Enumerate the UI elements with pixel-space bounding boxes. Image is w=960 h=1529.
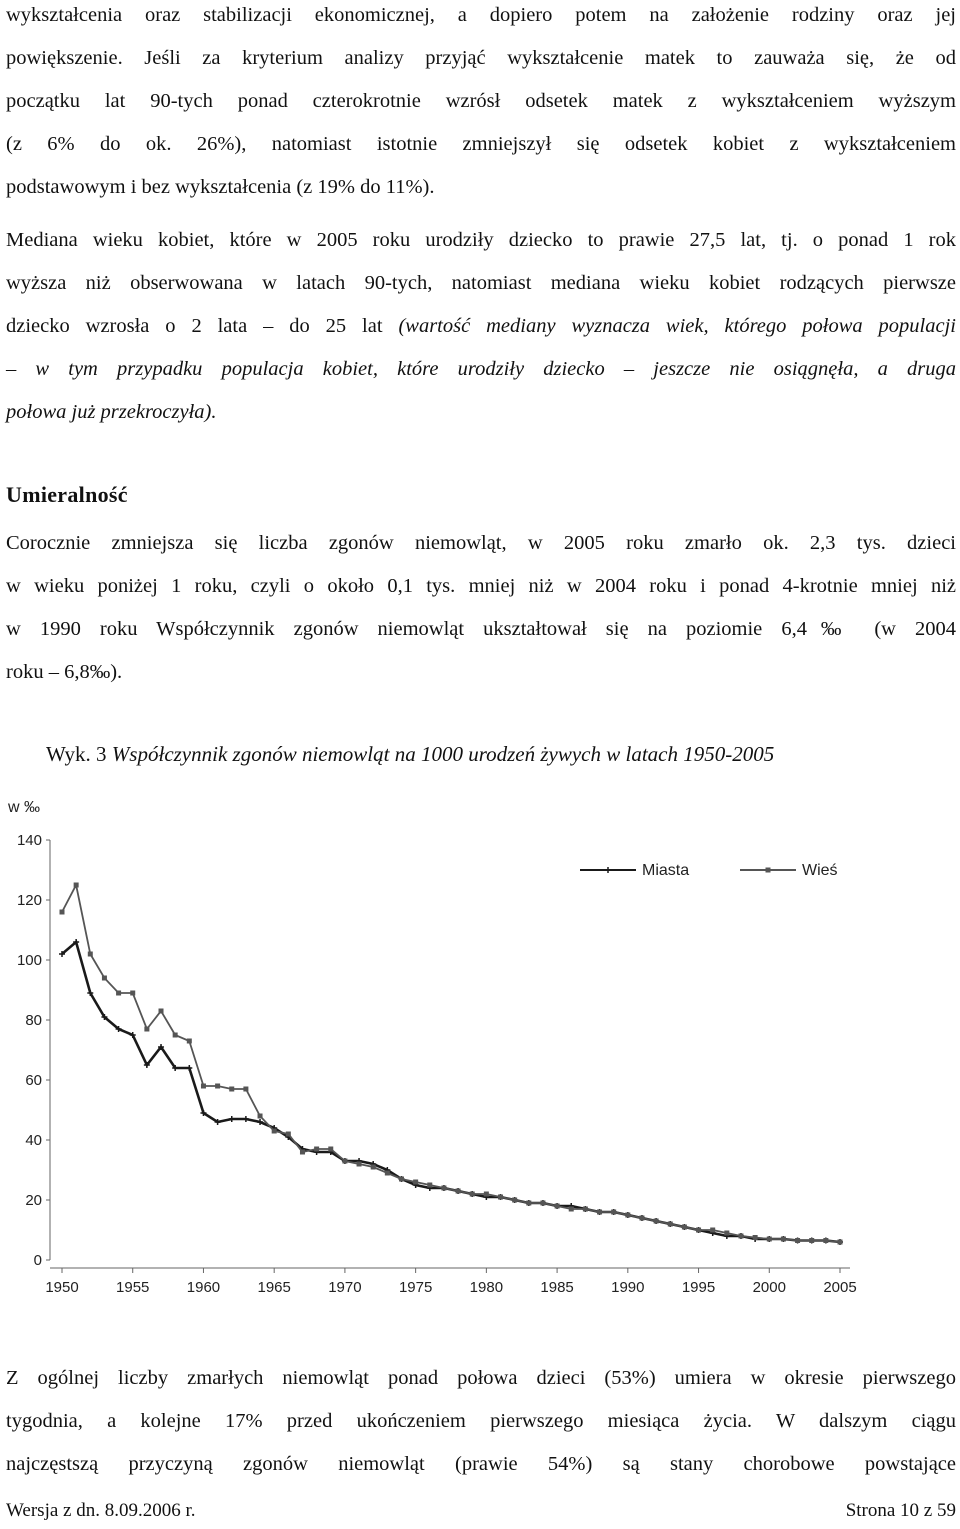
- data-point: [526, 1201, 531, 1206]
- data-point: [738, 1234, 743, 1239]
- data-point: [116, 991, 121, 996]
- data-point: [258, 1114, 263, 1119]
- chart-legend: [580, 862, 838, 879]
- data-point: [173, 1033, 178, 1038]
- x-tick-label: 1985: [540, 1279, 574, 1296]
- text-line: w 1990 roku Współczynnik zgonów niemowląt ukształtował się na poziomie 6,4‰ (w 2004: [6, 618, 956, 640]
- data-point: [540, 1201, 545, 1206]
- text-line: najczęstszą przyczyną zgonów niemowląt (prawie 54%) są stany chorobowe powstające: [6, 1453, 956, 1475]
- text-line: tygodnia, a kolejne 17% przed ukończeniem pierwszego miesiąca życia. W dalszym ciągu: [6, 1410, 956, 1432]
- text-line: Corocznie zmniejsza się liczba zgonów niemowląt, w 2005 roku zmarło ok. 2,3 tys. dzieci: [6, 532, 956, 554]
- paragraph-mortality: [6, 522, 956, 694]
- text-line: dziecko wzrosła o 2 lata – do 25 lat (wartość mediany wyznacza wiek, którego połowa populacji: [6, 315, 956, 337]
- legend-label: Miasta: [642, 862, 690, 879]
- data-point: [102, 976, 107, 981]
- series-lines: [59, 883, 843, 1246]
- x-tick-label: 1950: [45, 1279, 79, 1296]
- data-point: [682, 1225, 687, 1230]
- y-tick-label: 100: [16, 952, 42, 969]
- data-point: [668, 1222, 673, 1227]
- x-tick-label: 2005: [823, 1279, 857, 1296]
- data-point: [215, 1084, 220, 1089]
- data-point: [795, 1238, 800, 1243]
- text-line: Z ogólnej liczby zmarłych niemowląt ponad połowa dzieci (53%) umiera w okresie pierwszego: [6, 1367, 956, 1389]
- y-axis: [17, 832, 50, 1269]
- data-point: [385, 1171, 390, 1176]
- data-point: [144, 1027, 149, 1032]
- data-point: [724, 1231, 729, 1236]
- text-line: wyższa niż obserwowana w latach 90-tych, natomiast mediana wieku kobiet rodzących pierwsze: [6, 272, 956, 294]
- data-point: [583, 1207, 588, 1212]
- data-point: [328, 1147, 333, 1152]
- data-point: [456, 1189, 461, 1194]
- x-tick-label: 1965: [257, 1279, 291, 1296]
- text-line: powiększenie. Jeśli za kryterium analizy przyjąć wykształcenie matek to zauważa się, że od: [6, 47, 956, 69]
- text-line: (z 6% do ok. 26%), natomiast istotnie zmniejszył się odsetek kobiet z wykształceniem: [6, 133, 956, 155]
- data-point: [809, 1238, 814, 1243]
- data-point: [625, 1213, 630, 1218]
- data-point: [484, 1192, 489, 1197]
- x-axis: [45, 1268, 856, 1296]
- data-point: [130, 991, 135, 996]
- section-heading: Umieralność: [6, 482, 128, 507]
- x-tick-label: 1970: [328, 1279, 362, 1296]
- text-line: wykształcenia oraz stabilizacji ekonomicznej, a dopiero potem na założenie rodziny oraz jej: [6, 4, 956, 26]
- data-point: [470, 1192, 475, 1197]
- y-tick-label: 140: [16, 832, 42, 849]
- x-tick-label: 2000: [752, 1279, 786, 1296]
- y-tick-label: 40: [25, 1132, 42, 1149]
- data-point: [413, 1180, 418, 1185]
- legend-marker: [605, 867, 611, 873]
- y-tick-label: 60: [25, 1072, 42, 1089]
- figure-label: Wyk. 3: [46, 742, 107, 766]
- x-tick-label: 1980: [469, 1279, 504, 1296]
- y-tick-label: 20: [25, 1192, 42, 1209]
- data-point: [60, 910, 65, 915]
- data-point: [201, 1084, 206, 1089]
- data-point: [286, 1132, 291, 1137]
- data-point: [159, 1009, 164, 1014]
- data-point: [781, 1237, 786, 1242]
- legend-label: Wieś: [802, 862, 838, 879]
- text-line: w wieku poniżej 1 roku, czyli o około 0,1 tys. mniej niż w 2004 roku i ponad 4-krotnie mniej niż: [6, 575, 956, 597]
- data-point: [753, 1235, 758, 1240]
- text-line: Mediana wieku kobiet, które w 2005 roku urodziły dziecko to prawie 27,5 lat, tj. o ponad 1 rok: [6, 229, 956, 251]
- data-point: [243, 1087, 248, 1092]
- data-point: [357, 1162, 362, 1167]
- x-tick-label: 1960: [186, 1279, 221, 1296]
- data-point: [88, 952, 93, 957]
- page-number: Strona 10 z 59: [845, 1500, 956, 1521]
- x-tick-label: 1995: [681, 1279, 716, 1296]
- data-point: [300, 1150, 305, 1155]
- infant-mortality-chart: [0, 790, 960, 1310]
- data-point: [342, 1159, 347, 1164]
- data-point: [272, 1129, 277, 1134]
- y-tick-label: 120: [16, 892, 42, 909]
- data-point: [569, 1207, 574, 1212]
- data-point: [639, 1216, 644, 1221]
- data-point: [427, 1183, 432, 1188]
- data-point: [498, 1195, 503, 1200]
- data-point: [186, 1065, 192, 1071]
- figure-title: Współczynnik zgonów niemowląt na 1000 urodzeń żywych w latach 1950-2005: [106, 742, 775, 766]
- data-point: [229, 1087, 234, 1092]
- data-point: [314, 1147, 319, 1152]
- data-point: [767, 1237, 772, 1242]
- data-point: [654, 1219, 659, 1224]
- data-point: [187, 1039, 192, 1044]
- text-line: połowa już przekroczyła).: [6, 401, 217, 423]
- data-point: [611, 1210, 616, 1215]
- y-tick-label: 80: [25, 1012, 42, 1029]
- data-point: [823, 1238, 828, 1243]
- text-line: – w tym przypadku populacja kobiet, które urodziły dziecko – jeszcze nie osiągnęła, a druga: [6, 358, 956, 380]
- paragraph-median-age: [6, 219, 956, 434]
- data-point: [399, 1177, 404, 1182]
- series-line-miasta: [62, 942, 840, 1242]
- data-point: [243, 1116, 249, 1122]
- legend-marker: [766, 868, 771, 873]
- data-point: [555, 1204, 560, 1209]
- data-point: [696, 1228, 701, 1233]
- data-point: [441, 1186, 446, 1191]
- y-tick-label: 0: [33, 1252, 42, 1269]
- x-tick-label: 1955: [116, 1279, 150, 1296]
- data-point: [512, 1198, 517, 1203]
- text-line: roku – 6,8‰).: [6, 661, 123, 683]
- paragraph-education: [6, 0, 956, 209]
- paragraph-causes: [6, 1357, 956, 1486]
- x-tick-label: 1975: [398, 1279, 433, 1296]
- version-date: Wersja z dn. 8.09.2006 r.: [6, 1500, 196, 1521]
- y-axis-unit-label: w ‰: [8, 799, 40, 816]
- data-point: [74, 883, 79, 888]
- data-point: [710, 1228, 715, 1233]
- x-tick-label: 1990: [611, 1279, 645, 1296]
- data-point: [229, 1116, 235, 1122]
- figure-caption: [46, 742, 774, 767]
- data-point: [371, 1165, 376, 1170]
- text-line: podstawowym i bez wykształcenia (z 19% do 11%).: [6, 176, 435, 198]
- data-point: [838, 1240, 843, 1245]
- data-point: [597, 1210, 602, 1215]
- text-line: początku lat 90-tych ponad czterokrotnie wzrósł odsetek matek z wykształceniem wyższym: [6, 90, 956, 112]
